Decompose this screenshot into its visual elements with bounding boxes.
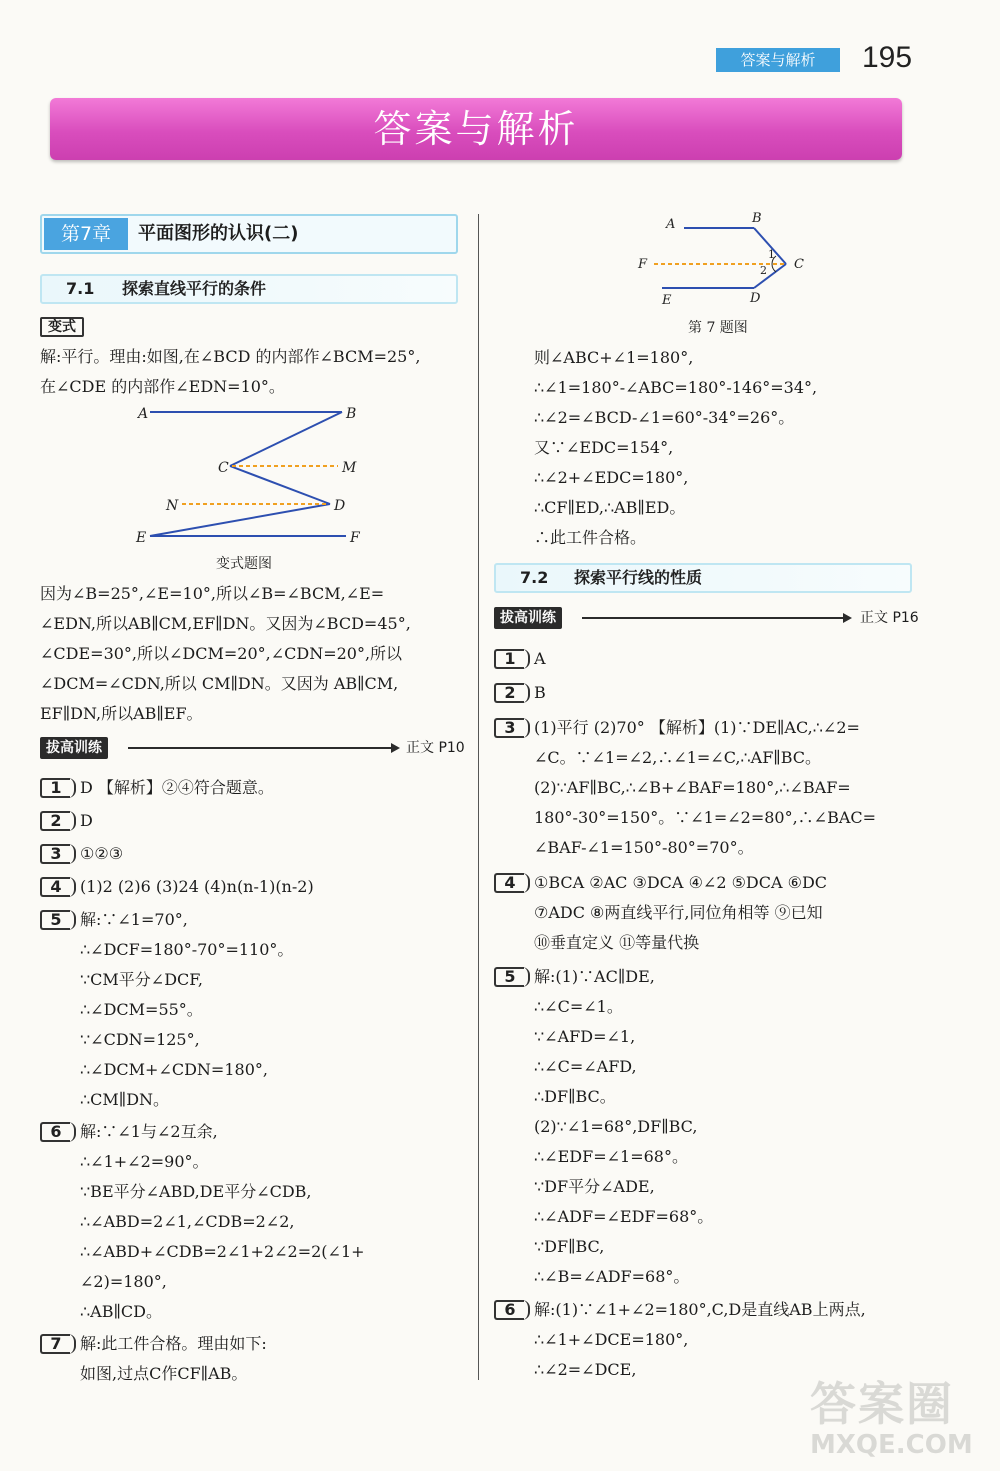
section-title: 探索平行线的性质 <box>574 568 703 587</box>
answer-line: ①②③ <box>80 844 124 863</box>
label-e: E <box>662 293 672 308</box>
header-tag: 答案与解析 <box>716 48 840 72</box>
answer-line: ∴∠ABD+∠CDB=2∠1+2∠2=2(∠1+ <box>80 1242 365 1261</box>
answer-number: 2 <box>494 683 524 703</box>
answer-number: 4 <box>40 877 70 897</box>
training-ref: 正文 P16 <box>860 610 919 626</box>
answer-line: ∠2)=180°, <box>80 1272 167 1291</box>
answer-line: D <box>80 811 93 830</box>
answer-number: 6 <box>40 1122 70 1142</box>
watermark-url: MXQE.COM <box>810 1430 973 1460</box>
answer-line: ∴∠2+∠EDC=180°, <box>534 468 689 487</box>
answer-number: 3 <box>40 844 70 864</box>
variant-figure <box>130 402 370 550</box>
label-a: A <box>138 406 149 422</box>
variant-after-line: ∠EDN,所以AB∥CM,EF∥DN。又因为∠BCD=45°, <box>40 614 411 633</box>
line-cd <box>230 466 330 504</box>
answer-line: A <box>534 649 546 668</box>
answer-line: (1)平行 (2)70° 【解析】(1)∵DE∥AC,∴∠2= <box>534 718 860 737</box>
answer-line: ∴AB∥CD。 <box>80 1302 162 1321</box>
label-b: B <box>752 211 762 226</box>
label-c: C <box>218 460 229 476</box>
answer-line: ∴∠2=∠BCD-∠1=60°-34°=26°。 <box>534 408 795 427</box>
answer-line: ∠BAF-∠1=150°-80°=70°。 <box>534 838 754 857</box>
answer-line: B <box>534 683 546 702</box>
answer-line: 又∵∠EDC=154°, <box>534 438 674 457</box>
answer-number: 7 <box>40 1334 70 1354</box>
answer-line: 解:(1)∵∠1+∠2=180°,C,D是直线AB上两点, <box>534 1300 866 1319</box>
variant-after-line: ∠CDE=30°,所以∠DCM=20°,∠CDN=20°,所以 <box>40 644 403 663</box>
answer-line: ∵CM平分∠DCF, <box>80 970 203 989</box>
variant-after-line: 因为∠B=25°,∠E=10°,所以∠B=∠BCM,∠E= <box>40 584 385 603</box>
answer-line: ∴∠DCM=55°。 <box>80 1000 203 1019</box>
answer-line: ∵DF平分∠ADE, <box>534 1177 655 1196</box>
chapter-badge: 第7章 <box>44 218 128 250</box>
answer-line: ∴∠2=∠DCE, <box>534 1360 637 1379</box>
answer-line: ∴∠1+∠DCE=180°, <box>534 1330 689 1349</box>
training-tag: 拔高训练 <box>40 737 108 759</box>
figure-7-caption: 第 7 题图 <box>688 320 748 336</box>
answer-line: (2)∵∠1=68°,DF∥BC, <box>534 1117 698 1136</box>
training-ref: 正文 P10 <box>406 740 465 756</box>
answer-line: 180°-30°=150°。∵∠1=∠2=80°,∴∠BAC= <box>534 808 877 827</box>
answer-line: (1)2 (2)6 (3)24 (4)n(n-1)(n-2) <box>80 877 314 896</box>
answer-line: ∴CM∥DN。 <box>80 1090 170 1109</box>
training-arrow <box>582 617 844 619</box>
column-divider <box>478 214 479 1380</box>
answer-line: ∴CF∥ED,∴AB∥ED。 <box>534 498 686 517</box>
answer-number: 2 <box>40 811 70 831</box>
chapter-title: 平面图形的认识(二) <box>138 223 299 244</box>
label-angle-1: 1 <box>768 248 775 261</box>
answer-line: 解:此工件合格。理由如下: <box>80 1334 267 1353</box>
section-bar-7-2 <box>494 563 912 593</box>
section-number: 7.1 <box>66 279 95 298</box>
answer-line: ∴∠C=∠1。 <box>534 997 623 1016</box>
label-m: M <box>342 460 357 476</box>
variant-line: 解:平行。理由:如图,在∠BCD 的内部作∠BCM=25°, <box>40 347 421 366</box>
answer-line: ∴此工件合格。 <box>534 528 647 547</box>
label-a: A <box>666 217 676 232</box>
answer-number: 3 <box>494 718 524 738</box>
watermark <box>810 1378 996 1468</box>
variant-line: 在∠CDE 的内部作∠EDN=10°。 <box>40 377 285 396</box>
label-d: D <box>334 498 346 514</box>
answer-line: ∴∠ADF=∠EDF=68°。 <box>534 1207 714 1226</box>
page-number: 195 <box>862 41 913 74</box>
answer-number: 6 <box>494 1300 524 1320</box>
answer-line: ∴DF∥BC。 <box>534 1087 616 1106</box>
section-title: 探索直线平行的条件 <box>122 279 267 298</box>
section-number: 7.2 <box>520 568 549 587</box>
answer-line: 解:(1)∵AC∥DE, <box>534 967 655 986</box>
answer-number: 1 <box>494 649 524 669</box>
label-angle-2: 2 <box>760 264 767 277</box>
label-f: F <box>350 530 360 546</box>
section-bar-7-1 <box>40 274 458 304</box>
variant-after-line: EF∥DN,所以AB∥EF。 <box>40 704 203 723</box>
label-c: C <box>794 257 804 272</box>
line-bc <box>230 412 342 466</box>
answer-line: 解:∵∠1=70°, <box>80 910 188 929</box>
answer-line: ⑦ADC ⑧两直线平行,同位角相等 ⑨已知 <box>534 903 823 922</box>
title-banner <box>50 98 902 160</box>
line-cd <box>754 264 786 288</box>
answer-number: 5 <box>40 910 70 930</box>
answer-line: ∴∠1+∠2=90°。 <box>80 1152 209 1171</box>
answer-line: ∵BE平分∠ABD,DE平分∠CDB, <box>80 1182 312 1201</box>
answer-number: 5 <box>494 967 524 987</box>
answer-line: ∴∠DCF=180°-70°=110°。 <box>80 940 294 959</box>
answer-line: ∠C。∵∠1=∠2,∴∠1=∠C,∴AF∥BC。 <box>534 748 821 767</box>
answer-line: ∴∠1=180°-∠ABC=180°-146°=34°, <box>534 378 818 397</box>
label-d: D <box>750 291 761 306</box>
answer-line: ∴∠C=∠AFD, <box>534 1057 637 1076</box>
answer-line: ∴∠EDF=∠1=68°。 <box>534 1147 688 1166</box>
answer-line: ∵DF∥BC, <box>534 1237 605 1256</box>
label-f: F <box>638 257 648 272</box>
label-n: N <box>166 498 179 514</box>
variant-caption: 变式题图 <box>216 556 272 572</box>
answer-line: ∵∠AFD=∠1, <box>534 1027 636 1046</box>
answer-number: 1 <box>40 778 70 798</box>
training-arrow <box>128 747 392 749</box>
answer-line: D 【解析】②④符合题意。 <box>80 778 274 797</box>
answer-line: ⑩垂直定义 ⑪等量代换 <box>534 933 700 952</box>
training-tag: 拔高训练 <box>494 607 562 629</box>
figure-7 <box>630 208 820 312</box>
label-e: E <box>136 530 147 546</box>
chapter-bar <box>40 214 458 254</box>
label-b: B <box>346 406 357 422</box>
variant-tag: 变式 <box>40 317 84 337</box>
answer-line: ∴∠DCM+∠CDN=180°, <box>80 1060 268 1079</box>
answer-line: ∵∠CDN=125°, <box>80 1030 200 1049</box>
answer-line: 解:∵∠1与∠2互余, <box>80 1122 218 1141</box>
answer-line: 则∠ABC+∠1=180°, <box>534 348 694 367</box>
answer-line: 如图,过点C作CF∥AB。 <box>80 1364 248 1383</box>
answer-line: ∴∠ABD=2∠1,∠CDB=2∠2, <box>80 1212 295 1231</box>
banner-title: 答案与解析 <box>373 107 579 151</box>
answer-line: (2)∵AF∥BC,∴∠B+∠BAF=180°,∴∠BAF= <box>534 778 851 797</box>
answer-line: ∴∠B=∠ADF=68°。 <box>534 1267 690 1286</box>
watermark-logo-text: 答案圈 <box>810 1377 954 1431</box>
answer-number: 4 <box>494 873 524 893</box>
answer-line: ①BCA ②AC ③DCA ④∠2 ⑤DCA ⑥DC <box>534 873 828 892</box>
variant-after-line: ∠DCM=∠CDN,所以 CM∥DN。又因为 AB∥CM, <box>40 674 399 693</box>
